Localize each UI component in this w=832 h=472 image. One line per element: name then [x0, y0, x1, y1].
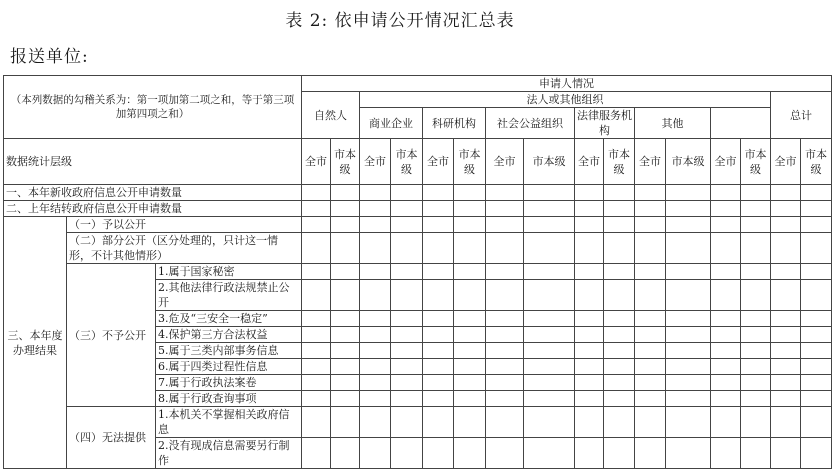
reporting-unit-label: 报送单位: — [10, 47, 89, 67]
summary-table — [3, 75, 832, 469]
city-all-header: 全市 — [771, 139, 801, 185]
table-row — [4, 264, 832, 280]
not-disclosed-label: （三）不予公开 — [67, 264, 156, 407]
city-level-header: 市本级 — [666, 139, 711, 185]
row-label: 4.保护第三方合法权益 — [156, 327, 302, 343]
row-label: 1.本机关不掌握相关政府信息 — [156, 407, 302, 438]
legal-service-header: 法律服务机构 — [575, 108, 635, 139]
row-label: 1.属于国家秘密 — [156, 264, 302, 280]
city-level-header: 市本级 — [801, 139, 832, 185]
legal-other-header: 法人或其他组织 — [360, 92, 771, 108]
city-level-header: 市本级 — [454, 139, 486, 185]
city-all-header: 全市 — [486, 139, 524, 185]
results-label: 三、本年度办理结果 — [4, 217, 67, 469]
relation-note: （本列数据的勾稽关系为：第一项加第二项之和，等于第三项加第四项之和） — [4, 76, 302, 139]
row-label: 3.危及“三安全一稳定” — [156, 311, 302, 327]
table-row — [4, 201, 832, 217]
city-level-header: 市本级 — [331, 139, 360, 185]
city-all-header: 全市 — [423, 139, 454, 185]
row-label: 2.其他法律行政法规禁止公开 — [156, 280, 302, 311]
other-header: 其他 — [635, 108, 711, 139]
row-label: 二、上年结转政府信息公开申请数量 — [4, 201, 302, 217]
table-row — [4, 185, 832, 201]
row-label: 6.属于四类过程性信息 — [156, 359, 302, 375]
page-title: 表 2: 依申请公开情况汇总表 — [285, 11, 515, 31]
city-level-header: 市本级 — [604, 139, 635, 185]
applicant-info-header: 申请人情况 — [302, 76, 832, 92]
public-welfare-header: 社会公益组织 — [486, 108, 575, 139]
row-label: 7.属于行政执法案卷 — [156, 375, 302, 391]
row-label: （二）部分公开（区分处理的，只计这一情形，不计其他情形） — [67, 233, 302, 264]
city-all-header: 全市 — [575, 139, 604, 185]
table-row — [4, 407, 832, 438]
row-label: 一、本年新收政府信息公开申请数量 — [4, 185, 302, 201]
natural-person-header: 自然人 — [302, 92, 360, 139]
city-level-header: 市本级 — [741, 139, 771, 185]
city-all-header: 全市 — [302, 139, 331, 185]
research-header: 科研机构 — [423, 108, 486, 139]
city-all-header: 全市 — [711, 139, 741, 185]
row-label: 5.属于三类内部事务信息 — [156, 343, 302, 359]
total-header: 总计 — [771, 92, 832, 139]
row-label: （一）予以公开 — [67, 217, 302, 233]
table-row — [4, 233, 832, 264]
table-row — [4, 217, 832, 233]
row-label: 8.属于行政查询事项 — [156, 391, 302, 407]
level-label: 数据统计层级 — [4, 139, 302, 185]
unable-label: （四）无法提供 — [67, 407, 156, 469]
city-all-header: 全市 — [635, 139, 666, 185]
city-level-header: 市本级 — [524, 139, 575, 185]
commercial-header: 商业企业 — [360, 108, 423, 139]
city-level-header: 市本级 — [391, 139, 423, 185]
row-label: 2.没有现成信息需要另行制作 — [156, 438, 302, 469]
city-all-header: 全市 — [360, 139, 391, 185]
